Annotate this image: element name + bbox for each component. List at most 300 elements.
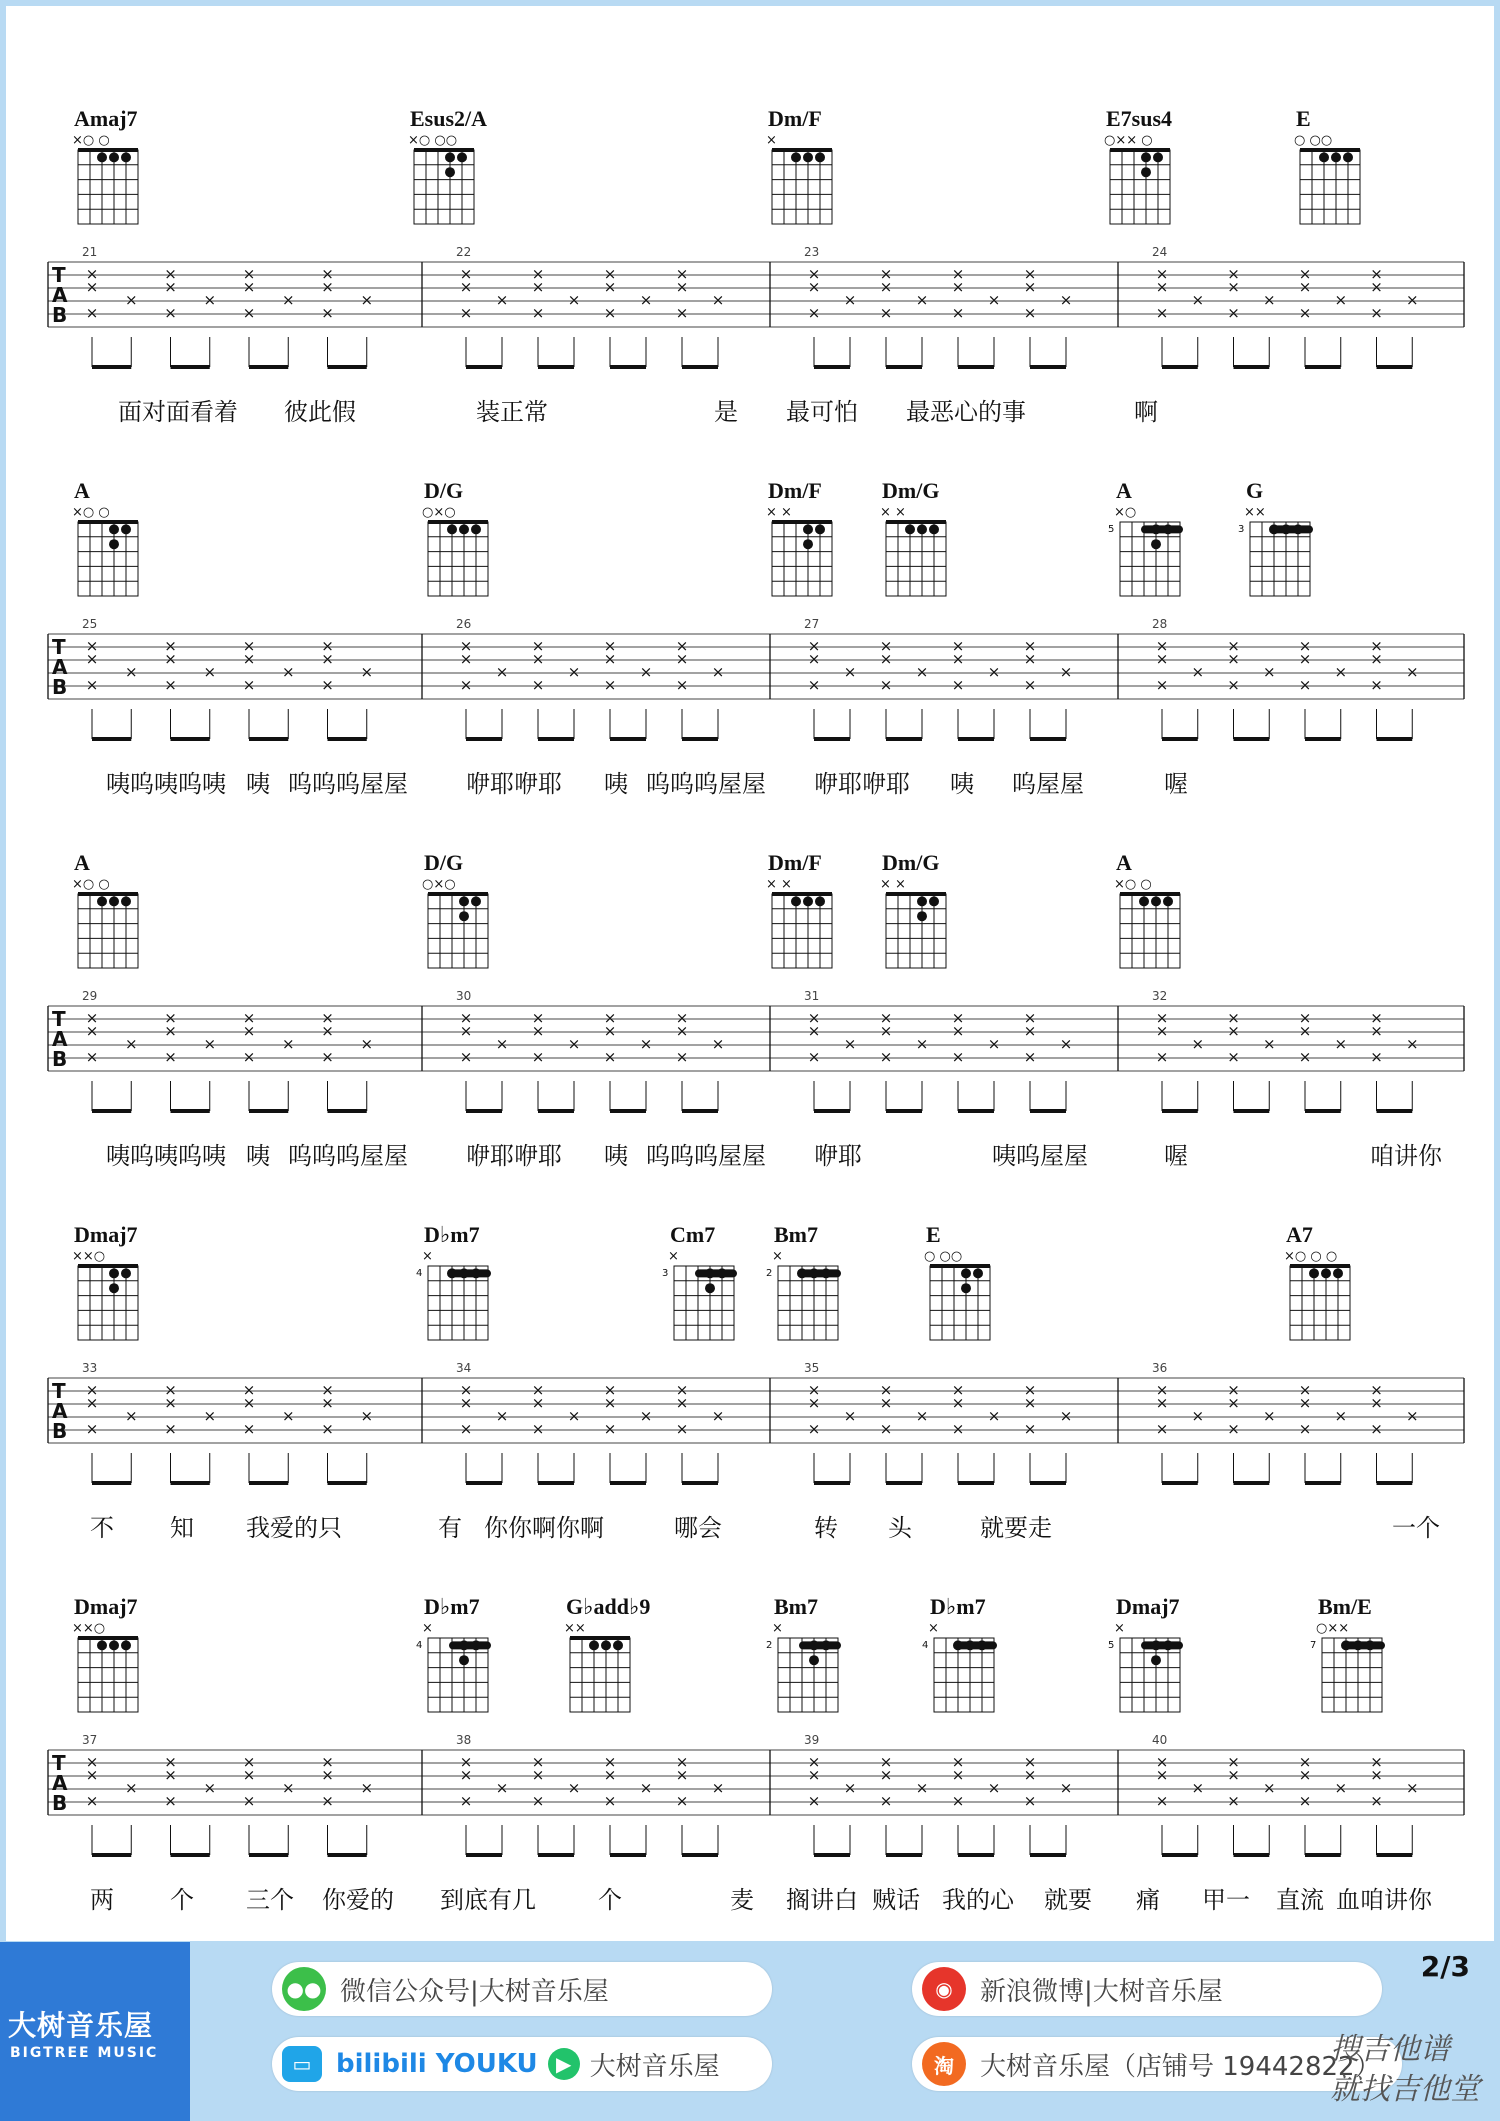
chord-string-marks: ×○ xyxy=(1114,505,1137,520)
tab-note: × xyxy=(843,1407,857,1425)
measure-number: 36 xyxy=(1152,1361,1168,1375)
lyric-text: 咦 xyxy=(246,770,270,798)
chord-diagram xyxy=(1108,1594,1183,1712)
chord-finger-dot xyxy=(459,896,469,906)
chord-diagram xyxy=(924,1222,990,1340)
chord-name: Dmaj7 xyxy=(1116,1594,1180,1619)
chord-name: Dm/F xyxy=(768,478,822,503)
tab-note: × xyxy=(1227,1420,1240,1438)
tab-note: × xyxy=(531,1048,545,1066)
chord-finger-dot xyxy=(1333,1268,1343,1278)
chord-finger-dot xyxy=(791,152,801,162)
tab-note: × xyxy=(1227,650,1240,668)
tab-note: × xyxy=(164,1022,177,1040)
chord-diagram xyxy=(766,850,832,968)
tab-note: × xyxy=(321,1022,334,1040)
tab-note: × xyxy=(807,637,821,655)
tab-note: × xyxy=(203,663,217,681)
measure-number: 29 xyxy=(82,989,98,1003)
tab-note: × xyxy=(1023,1792,1037,1810)
tab-note: × xyxy=(603,1022,617,1040)
tab-note: × xyxy=(459,650,473,668)
tab-note: × xyxy=(879,1766,893,1784)
tab-note: × xyxy=(711,1779,725,1797)
chord-fret-number: 7 xyxy=(1310,1640,1317,1651)
tab-note: × xyxy=(1334,1407,1348,1425)
measure-number: 34 xyxy=(456,1361,472,1375)
chord-string-marks: ○×○ xyxy=(422,877,456,892)
chord-finger-dot xyxy=(1319,152,1329,162)
tab-note: × xyxy=(1370,1009,1383,1027)
chord-barre xyxy=(799,1269,841,1277)
chord-diagram xyxy=(72,850,138,968)
chord-name: D♭m7 xyxy=(424,1594,480,1619)
tab-note: × xyxy=(675,676,689,694)
tab-note: × xyxy=(1227,304,1240,322)
tab-note: × xyxy=(1370,1420,1383,1438)
system-1 xyxy=(48,106,1464,426)
tab-note: × xyxy=(164,304,177,322)
tab-note: × xyxy=(807,1022,821,1040)
tab-note: × xyxy=(459,1766,473,1784)
chord-string-marks: × xyxy=(772,1621,783,1636)
tab-note: × xyxy=(531,1009,545,1027)
lyric-text: 我爱的只 xyxy=(246,1514,342,1542)
measure-number: 39 xyxy=(804,1733,820,1747)
tab-note: × xyxy=(807,278,821,296)
tab-note: × xyxy=(459,1420,473,1438)
tab-note: × xyxy=(1370,1766,1383,1784)
tab-note: × xyxy=(85,1792,99,1810)
footer xyxy=(0,1942,1500,2121)
lyric-text: 咱讲你 xyxy=(1370,1142,1442,1170)
chord-name: D♭m7 xyxy=(930,1594,986,1619)
tab-clef-a: A xyxy=(52,1027,68,1051)
tab-note: × xyxy=(951,1381,965,1399)
tab-staff xyxy=(48,245,1464,367)
chord-fret-number: 5 xyxy=(1108,524,1115,535)
chord-finger-dot xyxy=(705,1283,715,1293)
tab-note: × xyxy=(85,1753,99,1771)
measure-number: 31 xyxy=(804,989,820,1003)
tab-note: × xyxy=(531,265,545,283)
tab-note: × xyxy=(951,650,965,668)
chord-fret-number: 2 xyxy=(766,1640,773,1651)
tab-note: × xyxy=(85,676,99,694)
tab-note: × xyxy=(639,1779,653,1797)
chord-name: E xyxy=(1296,106,1311,131)
tab-note: × xyxy=(951,265,965,283)
tab-note: × xyxy=(879,1009,893,1027)
tab-note: × xyxy=(807,1420,821,1438)
lyric-text: 咦 xyxy=(246,1142,270,1170)
tab-note: × xyxy=(1370,278,1383,296)
lyric-text: 甲一 xyxy=(1202,1886,1250,1914)
lyric-text: 直流 xyxy=(1276,1886,1324,1914)
tab-note: × xyxy=(1191,1407,1205,1425)
tab-note: × xyxy=(807,1753,821,1771)
tab-note: × xyxy=(1227,676,1240,694)
tab-note: × xyxy=(1023,1048,1037,1066)
tab-note: × xyxy=(1298,304,1312,322)
tab-note: × xyxy=(675,1753,689,1771)
tab-note: × xyxy=(1023,265,1037,283)
chord-name: Cm7 xyxy=(670,1222,716,1247)
tab-note: × xyxy=(1191,1035,1205,1053)
tab-note: × xyxy=(459,1381,473,1399)
tab-note: × xyxy=(1370,1048,1383,1066)
chord-string-marks: ×○ ○ xyxy=(72,133,110,148)
tab-note: × xyxy=(915,1779,929,1797)
tab-note: × xyxy=(675,1381,689,1399)
tab-note: × xyxy=(1023,676,1037,694)
tab-note: × xyxy=(1405,1779,1419,1797)
tab-note: × xyxy=(360,1779,374,1797)
tab-score xyxy=(6,6,1494,1941)
weibo-icon: ◉ xyxy=(922,1967,966,2011)
chord-fret-number: 4 xyxy=(922,1640,929,1651)
chord-finger-dot xyxy=(97,1640,107,1650)
chord-finger-dot xyxy=(109,539,119,549)
tab-note: × xyxy=(711,663,725,681)
wechat-icon: ●● xyxy=(282,1967,326,2011)
tab-note: × xyxy=(321,304,334,322)
tab-note: × xyxy=(1059,1407,1073,1425)
chord-diagram xyxy=(1108,478,1183,596)
tab-clef-t: T xyxy=(52,1751,66,1775)
tab-note: × xyxy=(603,1420,617,1438)
chord-string-marks: ×○ ○ xyxy=(72,877,110,892)
tab-note: × xyxy=(567,1035,581,1053)
chord-diagram xyxy=(72,1594,138,1712)
tab-note: × xyxy=(1405,1035,1419,1053)
tab-note: × xyxy=(203,291,217,309)
tab-note: × xyxy=(85,1766,99,1784)
chord-finger-dot xyxy=(815,152,825,162)
tab-note: × xyxy=(164,650,177,668)
chord-string-marks: × xyxy=(928,1621,939,1636)
tab-note: × xyxy=(1059,663,1073,681)
tab-clef-t: T xyxy=(52,1379,66,1403)
measure-number: 37 xyxy=(82,1733,98,1747)
chord-diagram xyxy=(766,478,832,596)
tab-note: × xyxy=(807,1766,821,1784)
tab-note: × xyxy=(531,278,545,296)
taobao-text: 大树音乐屋（店铺号 19442822） xyxy=(980,2051,1381,2082)
tab-note: × xyxy=(1155,1420,1169,1438)
video-link[interactable] xyxy=(272,2037,772,2091)
tab-note: × xyxy=(242,1753,256,1771)
tab-note: × xyxy=(1155,1048,1169,1066)
brand-english: BIGTREE MUSIC xyxy=(10,2045,159,2061)
tab-note: × xyxy=(879,278,893,296)
tab-note: × xyxy=(807,1009,821,1027)
tab-note: × xyxy=(1370,1381,1383,1399)
tab-note: × xyxy=(531,676,545,694)
tab-note: × xyxy=(321,676,334,694)
tab-note: × xyxy=(987,291,1001,309)
chord-finger-dot xyxy=(815,896,825,906)
chord-barre xyxy=(799,1641,841,1649)
tab-note: × xyxy=(281,1407,295,1425)
tab-note: × xyxy=(124,1035,138,1053)
tab-note: × xyxy=(1370,1753,1383,1771)
lyric-text: 血咱讲你 xyxy=(1336,1886,1432,1914)
tab-note: × xyxy=(1155,1009,1169,1027)
chord-name: G♭add♭9 xyxy=(566,1594,651,1619)
chord-finger-dot xyxy=(1163,896,1173,906)
chord-finger-dot xyxy=(1151,1655,1161,1665)
chord-barre xyxy=(955,1641,997,1649)
chord-name: Dm/G xyxy=(882,478,940,503)
tab-note: × xyxy=(242,650,256,668)
chord-name: Dm/G xyxy=(882,850,940,875)
tab-note: × xyxy=(85,1420,99,1438)
chord-finger-dot xyxy=(121,1640,131,1650)
lyric-text: 咦呜咦呜咦 xyxy=(106,770,226,798)
chord-finger-dot xyxy=(121,152,131,162)
tab-note: × xyxy=(531,637,545,655)
chord-name: Bm7 xyxy=(774,1222,818,1247)
chord-string-marks: ×○ ○○ xyxy=(408,133,458,148)
tab-note: × xyxy=(1023,1753,1037,1771)
tab-note: × xyxy=(281,663,295,681)
tab-note: × xyxy=(603,1009,617,1027)
tab-note: × xyxy=(603,1048,617,1066)
lyric-text: 知 xyxy=(170,1514,194,1542)
tab-note: × xyxy=(1298,637,1312,655)
chord-string-marks: × xyxy=(1114,1621,1125,1636)
tab-note: × xyxy=(1023,1394,1037,1412)
lyric-text: 咿耶咿耶 xyxy=(466,770,562,798)
tab-clef-b: B xyxy=(52,1047,68,1071)
chord-finger-dot xyxy=(445,152,455,162)
tab-note: × xyxy=(807,304,821,322)
chord-finger-dot xyxy=(929,524,939,534)
tab-note: × xyxy=(675,1792,689,1810)
tab-note: × xyxy=(1227,637,1240,655)
score-sheet xyxy=(6,6,1494,1941)
chord-barre xyxy=(1271,525,1313,533)
tab-note: × xyxy=(85,1022,99,1040)
measure-number: 25 xyxy=(82,617,98,631)
tab-note: × xyxy=(1059,1779,1073,1797)
tab-note: × xyxy=(1262,663,1276,681)
tab-note: × xyxy=(495,291,509,309)
tab-note: × xyxy=(1298,1009,1312,1027)
tab-note: × xyxy=(531,1753,545,1771)
tab-note: × xyxy=(639,1407,653,1425)
lyric-text: 面对面看着 xyxy=(118,398,238,426)
tab-note: × xyxy=(85,278,99,296)
chord-finger-dot xyxy=(809,1655,819,1665)
tab-note: × xyxy=(879,1753,893,1771)
tab-note: × xyxy=(1370,304,1383,322)
chord-name: E xyxy=(926,1222,941,1247)
tab-note: × xyxy=(879,1022,893,1040)
tab-note: × xyxy=(807,1381,821,1399)
chord-string-marks: × × xyxy=(766,877,792,892)
tab-note: × xyxy=(321,1394,334,1412)
chord-name: Dmaj7 xyxy=(74,1222,138,1247)
tab-clef-b: B xyxy=(52,303,68,327)
chord-finger-dot xyxy=(1309,1268,1319,1278)
chord-string-marks: ○ ○○ xyxy=(924,1249,963,1264)
tab-note: × xyxy=(1155,1022,1169,1040)
chord-finger-dot xyxy=(917,911,927,921)
chord-finger-dot xyxy=(917,524,927,534)
tab-note: × xyxy=(321,1048,334,1066)
tab-note: × xyxy=(281,1035,295,1053)
tab-note: × xyxy=(879,676,893,694)
chord-diagram xyxy=(1310,1594,1385,1712)
chord-string-marks: ○×× xyxy=(1316,1621,1350,1636)
tab-note: × xyxy=(675,1420,689,1438)
tab-note: × xyxy=(1227,1753,1240,1771)
tab-note: × xyxy=(164,637,177,655)
tab-note: × xyxy=(85,265,99,283)
chord-diagram xyxy=(72,106,138,224)
video-logos: bilibili YOUKU xyxy=(336,2049,538,2079)
tab-note: × xyxy=(459,1022,473,1040)
tab-note: × xyxy=(531,1022,545,1040)
tab-note: × xyxy=(711,1407,725,1425)
chord-diagram xyxy=(880,478,946,596)
chord-barre xyxy=(1343,1641,1385,1649)
lyric-text: 个 xyxy=(598,1886,622,1914)
weibo-link[interactable] xyxy=(912,1962,1382,2016)
chord-finger-dot xyxy=(447,524,457,534)
chord-finger-dot xyxy=(929,896,939,906)
tab-note: × xyxy=(879,1420,893,1438)
chord-finger-dot xyxy=(121,896,131,906)
tab-note: × xyxy=(951,1753,965,1771)
tab-note: × xyxy=(321,1766,334,1784)
chord-finger-dot xyxy=(803,524,813,534)
chord-name: Esus2/A xyxy=(410,106,488,131)
tab-note: × xyxy=(321,1420,334,1438)
tab-note: × xyxy=(675,1022,689,1040)
tab-note: × xyxy=(1155,278,1169,296)
chord-finger-dot xyxy=(457,152,467,162)
chord-finger-dot xyxy=(601,1640,611,1650)
tab-note: × xyxy=(242,1048,256,1066)
tab-note: × xyxy=(1155,650,1169,668)
tab-note: × xyxy=(85,304,99,322)
tab-note: × xyxy=(459,1792,473,1810)
chord-name: D♭m7 xyxy=(424,1222,480,1247)
tab-note: × xyxy=(164,1048,177,1066)
chord-string-marks: × xyxy=(668,1249,679,1264)
tab-note: × xyxy=(675,265,689,283)
tab-note: × xyxy=(203,1779,217,1797)
tab-clef-a: A xyxy=(52,1399,68,1423)
tab-note: × xyxy=(675,1009,689,1027)
brand-block[interactable] xyxy=(0,1942,190,2121)
tab-note: × xyxy=(495,1779,509,1797)
chord-string-marks: × xyxy=(422,1249,433,1264)
chord-string-marks: ××○ xyxy=(72,1249,106,1264)
tab-note: × xyxy=(1155,1381,1169,1399)
chord-finger-dot xyxy=(97,152,107,162)
chord-diagram xyxy=(766,106,832,224)
chord-finger-dot xyxy=(1321,1268,1331,1278)
lyric-text: 咦呜屋屋 xyxy=(992,1142,1088,1170)
lyric-text: 个 xyxy=(170,1886,194,1914)
measure-number: 21 xyxy=(82,245,98,259)
tab-note: × xyxy=(915,291,929,309)
chord-fret-number: 4 xyxy=(416,1640,423,1651)
tab-note: × xyxy=(242,265,256,283)
tab-note: × xyxy=(459,1048,473,1066)
lyric-text: 麦 xyxy=(730,1886,754,1914)
tab-note: × xyxy=(242,1009,256,1027)
tab-note: × xyxy=(567,1407,581,1425)
tab-note: × xyxy=(603,278,617,296)
tab-note: × xyxy=(843,1779,857,1797)
chord-finger-dot xyxy=(445,167,455,177)
tab-note: × xyxy=(1370,637,1383,655)
tab-note: × xyxy=(459,637,473,655)
tab-note: × xyxy=(603,265,617,283)
tab-note: × xyxy=(164,1381,177,1399)
chord-string-marks: × xyxy=(772,1249,783,1264)
tab-note: × xyxy=(1155,1753,1169,1771)
chord-barre xyxy=(695,1269,737,1277)
chord-name: D/G xyxy=(424,850,464,875)
tab-note: × xyxy=(242,304,256,322)
lyric-text: 三个 xyxy=(246,1886,294,1914)
tab-note: × xyxy=(951,1420,965,1438)
measure-number: 35 xyxy=(804,1361,820,1375)
chord-finger-dot xyxy=(973,1268,983,1278)
lyric-text: 呜呜呜屋屋 xyxy=(288,1142,408,1170)
tab-note: × xyxy=(1298,676,1312,694)
chord-string-marks: ×○ ○ ○ xyxy=(1284,1249,1338,1264)
tab-note: × xyxy=(1298,265,1312,283)
tab-note: × xyxy=(459,304,473,322)
tab-note: × xyxy=(1298,1048,1312,1066)
tab-note: × xyxy=(531,304,545,322)
tab-note: × xyxy=(1227,1009,1240,1027)
lyric-text: 贼话 xyxy=(872,1886,920,1914)
chord-string-marks: ×○ ○ xyxy=(72,505,110,520)
tab-note: × xyxy=(281,1779,295,1797)
tab-note: × xyxy=(603,1381,617,1399)
tab-note: × xyxy=(164,1753,177,1771)
video-text: 大树音乐屋 xyxy=(589,2051,720,2082)
lyric-text: 咿耶 xyxy=(814,1142,862,1170)
tab-note: × xyxy=(1227,1381,1240,1399)
chord-name: A xyxy=(74,478,90,503)
tab-note: × xyxy=(242,1022,256,1040)
lyric-text: 转 xyxy=(814,1514,838,1542)
tab-note: × xyxy=(1298,1420,1312,1438)
tab-note: × xyxy=(951,637,965,655)
chord-string-marks: ×× xyxy=(1244,505,1266,520)
chord-string-marks: ○ ○○ xyxy=(1294,133,1333,148)
measure-number: 27 xyxy=(804,617,820,631)
tab-note: × xyxy=(675,304,689,322)
tab-note: × xyxy=(1227,265,1240,283)
measure-number: 38 xyxy=(456,1733,472,1747)
wechat-link[interactable] xyxy=(272,1962,772,2016)
measure-number: 30 xyxy=(456,989,472,1003)
bilibili-icon: ▭ xyxy=(282,2046,322,2082)
lyric-text: 喔 xyxy=(1164,770,1188,798)
tab-clef-a: A xyxy=(52,283,68,307)
taobao-link[interactable] xyxy=(912,2037,1402,2091)
